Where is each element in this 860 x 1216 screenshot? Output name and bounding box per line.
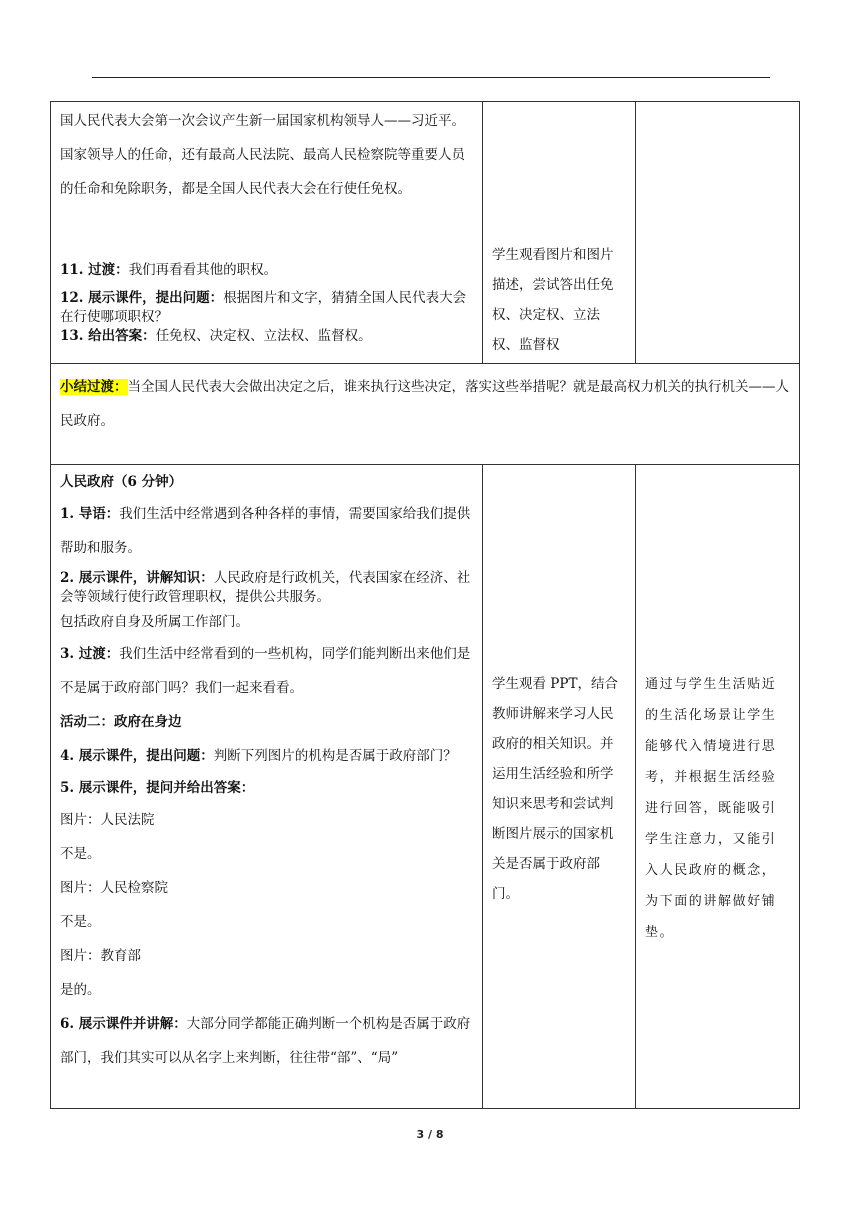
activity-title: 活动二：政府在身边 bbox=[60, 714, 182, 730]
answer-item: 图片：教育部 bbox=[60, 948, 141, 964]
step-label: 12. 展示课件，提出问题： bbox=[60, 290, 224, 306]
answer-item: 图片：人民检察院 bbox=[60, 880, 168, 896]
answer-item: 不是。 bbox=[60, 846, 101, 862]
step-2-extra: 包括政府自身及所属工作部门。 bbox=[60, 614, 249, 630]
summary-label: 小结过渡： bbox=[60, 379, 128, 395]
header-rule bbox=[92, 77, 770, 78]
summary-text bbox=[60, 370, 790, 438]
summary-cell bbox=[51, 364, 800, 465]
step-text: 根据图片和文字，猜猜全国人民代表大会在行使哪项职权？ bbox=[60, 290, 467, 325]
student-activity-cell bbox=[483, 102, 636, 364]
step-text: 我们再看看其他的职权。 bbox=[128, 262, 278, 278]
step-label: 4. 展示课件，提出问题： bbox=[60, 748, 214, 764]
paragraph: 国人民代表大会第一次会议产生新一届国家机构领导人——习近平。国家领导人的任命，还有最高人民法院、最高人民检察院等重要人员的任命和免除职务，都是全国人民代表大会在行使任免权。 bbox=[60, 113, 465, 197]
lesson-plan-table bbox=[50, 101, 800, 1109]
step-5: 5. 展示课件，提问并给出答案： bbox=[60, 780, 255, 796]
teacher-activity-cell bbox=[51, 102, 483, 364]
table-row bbox=[51, 364, 800, 465]
step-11 bbox=[60, 259, 473, 281]
step-text: 判断下列图片的机构是否属于政府部门？ bbox=[213, 748, 457, 764]
table-row bbox=[51, 465, 800, 1109]
page-number: 3 / 8 bbox=[416, 1128, 444, 1141]
answer-item: 图片：人民法院 bbox=[60, 812, 155, 828]
student-activity-text: 学生观看图片和图片描述，尝试答出任免权、决定权、立法权、监督权 bbox=[492, 247, 614, 353]
design-intent-cell bbox=[636, 465, 800, 1109]
section-heading: 人民政府（6 分钟） bbox=[60, 474, 183, 490]
step-label: 6. 展示课件并讲解： bbox=[60, 1016, 187, 1032]
step-label: 1. 导语： bbox=[60, 506, 120, 522]
step-text: 大部分同学都能正确判断一个机构是否属于政府部门，我们其实可以从名字上来判断，往往带“部”、“局” bbox=[60, 1016, 471, 1066]
answer-item: 是的。 bbox=[60, 982, 101, 998]
step-3 bbox=[60, 637, 473, 705]
step-6 bbox=[60, 1007, 473, 1075]
step-text: 人民政府是行政机关，代表国家在经济、社会等领域行使行政管理职权，提供公共服务。 bbox=[60, 570, 471, 605]
answer-item: 不是。 bbox=[60, 914, 101, 930]
step-1 bbox=[60, 497, 473, 565]
step-2 bbox=[60, 569, 473, 607]
step-4 bbox=[60, 739, 473, 773]
step-label: 13. 给出答案： bbox=[60, 328, 156, 344]
step-text: 任免权、决定权、立法权、监督权。 bbox=[155, 328, 372, 344]
step-label: 3. 过渡： bbox=[60, 646, 120, 662]
design-intent-text: 通过与学生生活贴近的生活化场景让学生能够代入情境进行思考，并根据生活经验进行回答，既能吸引学生注意力，又能引入人民政府的概念，为下面的讲解做好铺垫。 bbox=[645, 677, 777, 940]
summary-body: 当全国人民代表大会做出决定之后，谁来执行这些决定，落实这些举措呢？就是最高权力机关的执行机关——人民政府。 bbox=[60, 379, 789, 429]
design-intent-cell bbox=[636, 102, 800, 364]
step-text: 我们生活中经常遇到各种各样的事情，需要国家给我们提供帮助和服务。 bbox=[60, 506, 471, 556]
student-activity-text: 学生观看 PPT，结合教师讲解来学习人民政府的相关知识。并运用生活经验和所学知识来思考和尝试判断图片展示的国家机关是否属于政府部门。 bbox=[492, 676, 618, 902]
step-13 bbox=[60, 327, 473, 346]
student-activity-cell bbox=[483, 465, 636, 1109]
table-row bbox=[51, 102, 800, 364]
step-label: 2. 展示课件，讲解知识： bbox=[60, 570, 214, 586]
teacher-activity-cell bbox=[51, 465, 483, 1109]
step-12 bbox=[60, 289, 473, 327]
step-label: 11. 过渡： bbox=[60, 262, 129, 278]
step-text: 我们生活中经常看到的一些机构，同学们能判断出来他们是不是属于政府部门吗？我们一起来看看。 bbox=[60, 646, 471, 696]
